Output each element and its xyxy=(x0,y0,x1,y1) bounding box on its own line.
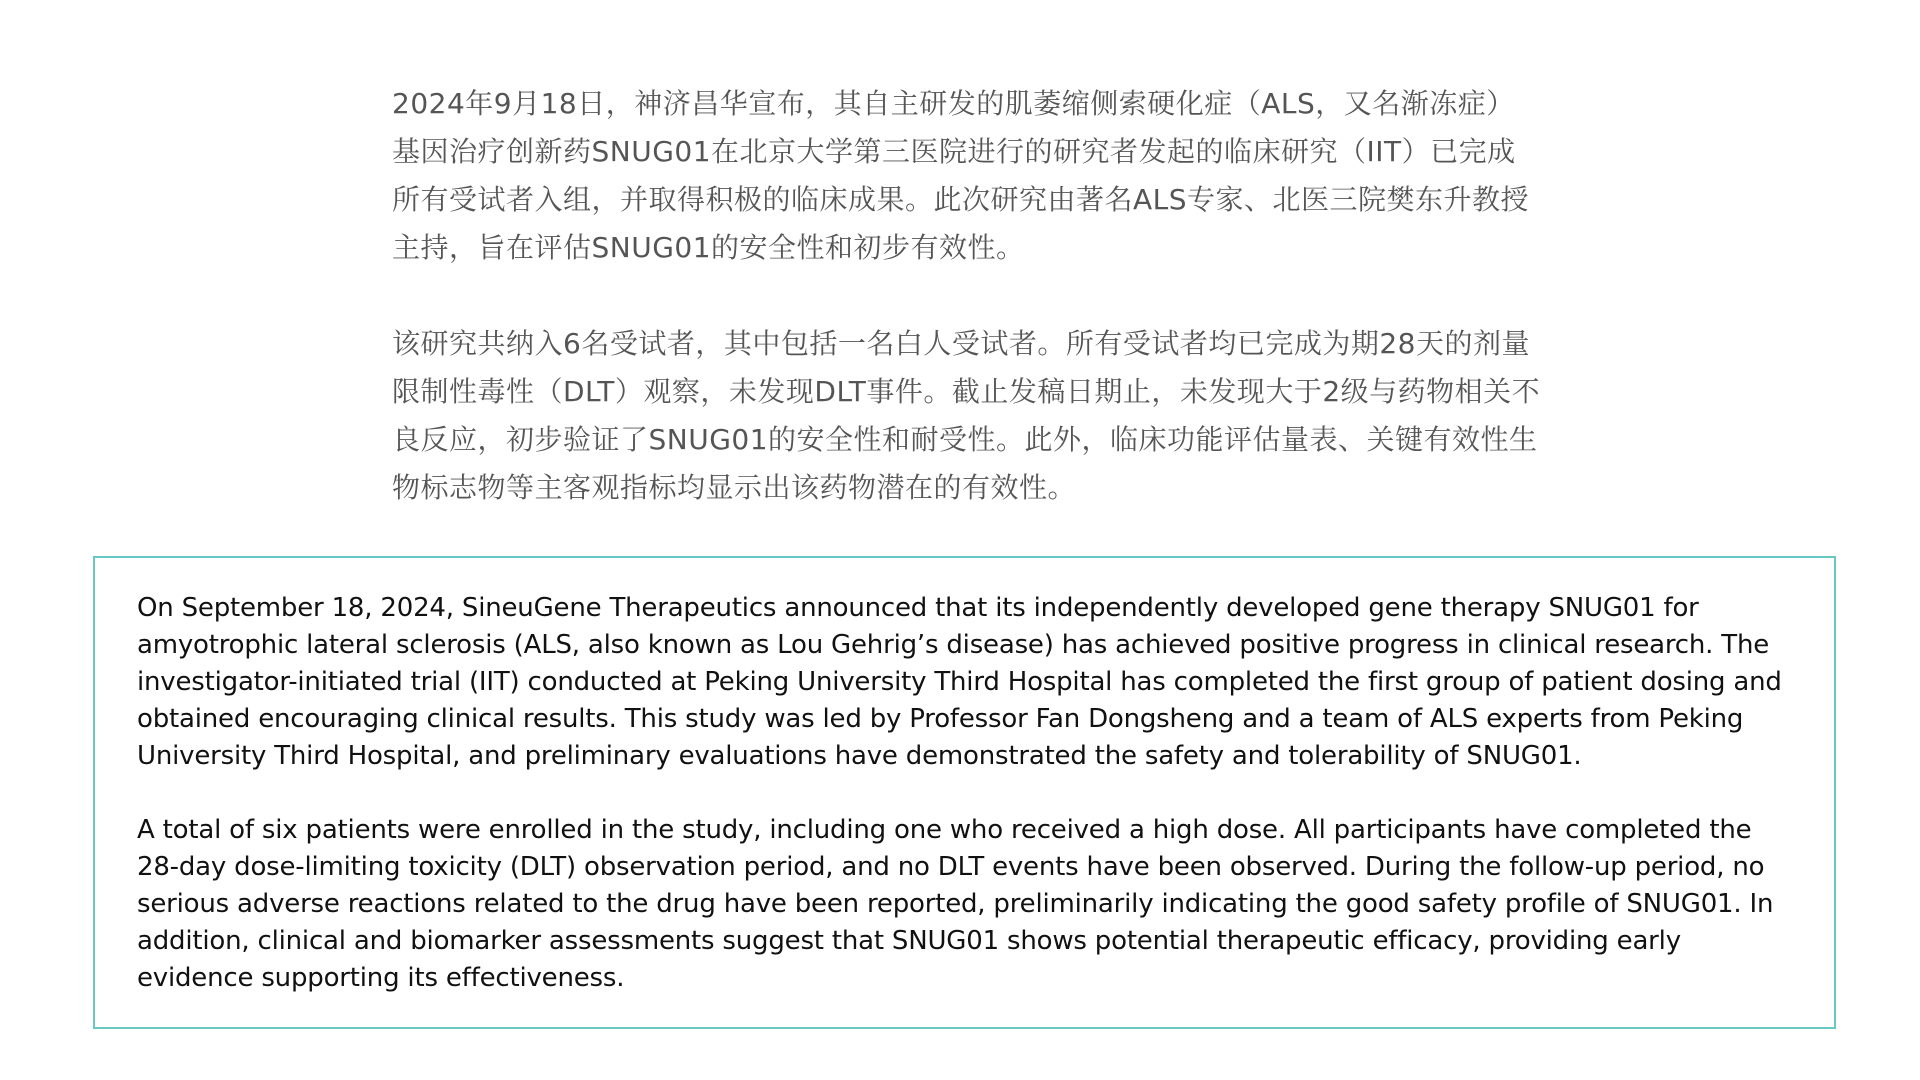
english-paragraph-2: A total of six patients were enrolled in the study, including one who received a high dose. All participants have completed the 28-day dose-limiting toxicity (DLT) observation period, and no DLT events have been observed. During the follow-up period, no serious adverse reactions related to the drug have been reported, preliminarily indicating the good safety profile of SNUG01. In addition, clinical and biomarker assessments suggest that SNUG01 shows potential therapeutic efficacy, providing early evidence supporting its effectiveness. xyxy=(137,815,1774,993)
english-translation-box xyxy=(93,556,1836,1029)
chinese-article xyxy=(392,80,1542,512)
english-paragraph-1: On September 18, 2024, SineuGene Therapeutics announced that its independently developed gene therapy SNUG01 for amyotrophic lateral sclerosis (ALS, also known as Lou Gehrig’s disease) has achieved positive progress in clinical research. The investigator-initiated trial (IIT) conducted at Peking University Third Hospital has completed the first group of patient dosing and obtained encouraging clinical results. This study was led by Professor Fan Dongsheng and a team of ALS experts from Peking University Third Hospital, and preliminary evaluations have demonstrated the safety and tolerability of SNUG01. xyxy=(137,593,1782,771)
chinese-paragraph-2: 该研究共纳入6名受试者，其中包括一名白人受试者。所有受试者均已完成为期28天的剂量限制性毒性（DLT）观察，未发现DLT事件。截止发稿日期止，未发现大于2级与药物相关不良反应，初步验证了SNUG01的安全性和耐受性。此外，临床功能评估量表、关键有效性生物标志物等主客观指标均显示出该药物潜在的有效性。 xyxy=(392,327,1541,504)
chinese-paragraph-1: 2024年9月18日，神济昌华宣布，其自主研发的肌萎缩侧索硬化症（ALS，又名渐冻症）基因治疗创新药SNUG01在北京大学第三医院进行的研究者发起的临床研究（IIT）已完成所有受试者入组，并取得积极的临床成果。此次研究由著名ALS专家、北医三院樊东升教授主持，旨在评估SNUG01的安全性和初步有效性。 xyxy=(392,87,1530,264)
